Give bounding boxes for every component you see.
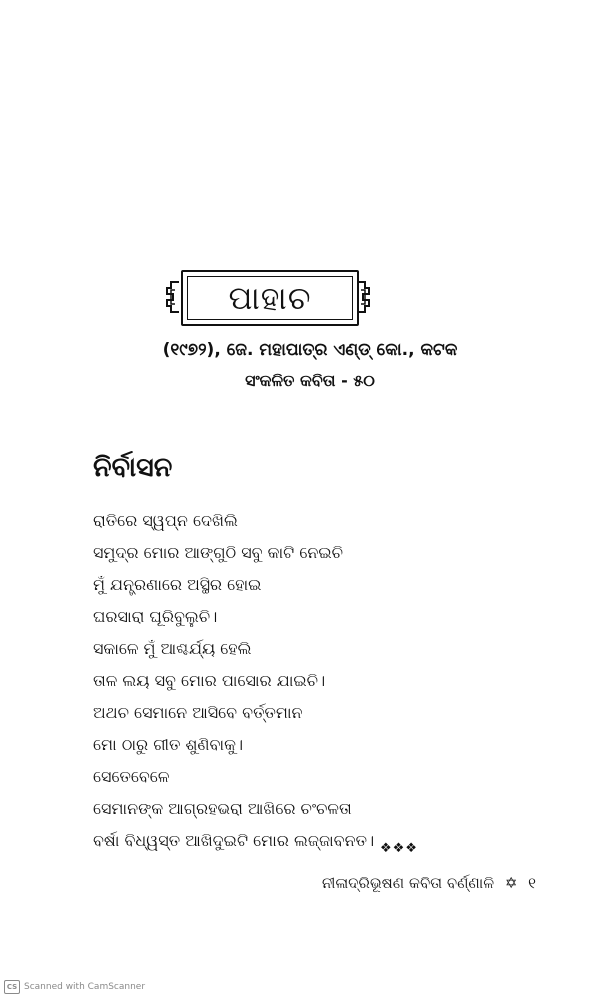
camscanner-logo-icon: CS bbox=[4, 980, 20, 994]
poem-line: ମୋ ଠାରୁ ଗୀତ ଶୁଣିବାକୁ। bbox=[93, 735, 244, 754]
book-title: ପାହାଚ bbox=[228, 278, 312, 317]
poem-line: ମୁଁ ଯନ୍ତ୍ରଣାରେ ଅସ୍ଥିର ହୋଇ bbox=[93, 575, 262, 594]
poem-line: ସେମାନଙ୍କ ଆଗ୍ରହଭରା ଆଖିରେ ଚଂଚଳତା bbox=[93, 799, 352, 818]
poem-line: ତାଳ ଲୟ ସବୁ ମୋର ପାସୋର ଯାଇଚି। bbox=[93, 671, 326, 690]
poem-line: ସକାଳେ ମୁଁ ଆଶ୍ଚର୍ଯ୍ୟ ହେଲି bbox=[93, 639, 252, 658]
scanner-watermark-text: Scanned with CamScanner bbox=[24, 982, 146, 992]
publication-line: (୧୯୭୨), ଜେ. ମହାପାତ୍ର ଏଣ୍ଡ୍ କୋ., କଟକ bbox=[162, 340, 458, 360]
page-footer bbox=[266, 874, 536, 892]
end-ornament-icon: ❖❖❖ bbox=[380, 841, 418, 856]
left-fret-ornament-icon bbox=[166, 280, 180, 314]
poem-line: ଅଥଚ ସେମାନେ ଆସିବେ ବର୍ତ୍ତମାନ bbox=[93, 703, 303, 722]
star-of-david-icon: ✡ bbox=[504, 874, 518, 892]
poem-line: ଘରସାରା ଘୂରିବୁଲୁଚି। bbox=[93, 607, 218, 626]
poem-line: ସେତେବେଳେ bbox=[93, 767, 170, 786]
series-title: ନୀଳାଦ୍ରିଭୂଷଣ କବିତା ବର୍ଣ୍ଣାଳି bbox=[321, 874, 495, 892]
poem-line: ରାତିରେ ସ୍ୱପ୍ନ ଦେଖିଲି bbox=[93, 511, 238, 530]
poem-title: ନିର୍ବାସନ bbox=[93, 452, 173, 483]
poem-line: ବର୍ଷା ବିଧ୍ୱସ୍ତ ଆଖିଦୁଇଟି ମୋର ଲଜ୍ଜାବନତ। bbox=[93, 831, 375, 850]
collection-line: ସଂକଳିତ କବିତା - ୫୦ bbox=[245, 371, 375, 390]
scanner-watermark bbox=[4, 980, 145, 994]
poem-body bbox=[93, 505, 374, 857]
poem-line: ସମୁଦ୍ର ମୋର ଆଙ୍ଗୁଠି ସବୁ କାଟି ନେଇଚି bbox=[93, 543, 344, 562]
page-number: ୧ bbox=[528, 874, 536, 892]
